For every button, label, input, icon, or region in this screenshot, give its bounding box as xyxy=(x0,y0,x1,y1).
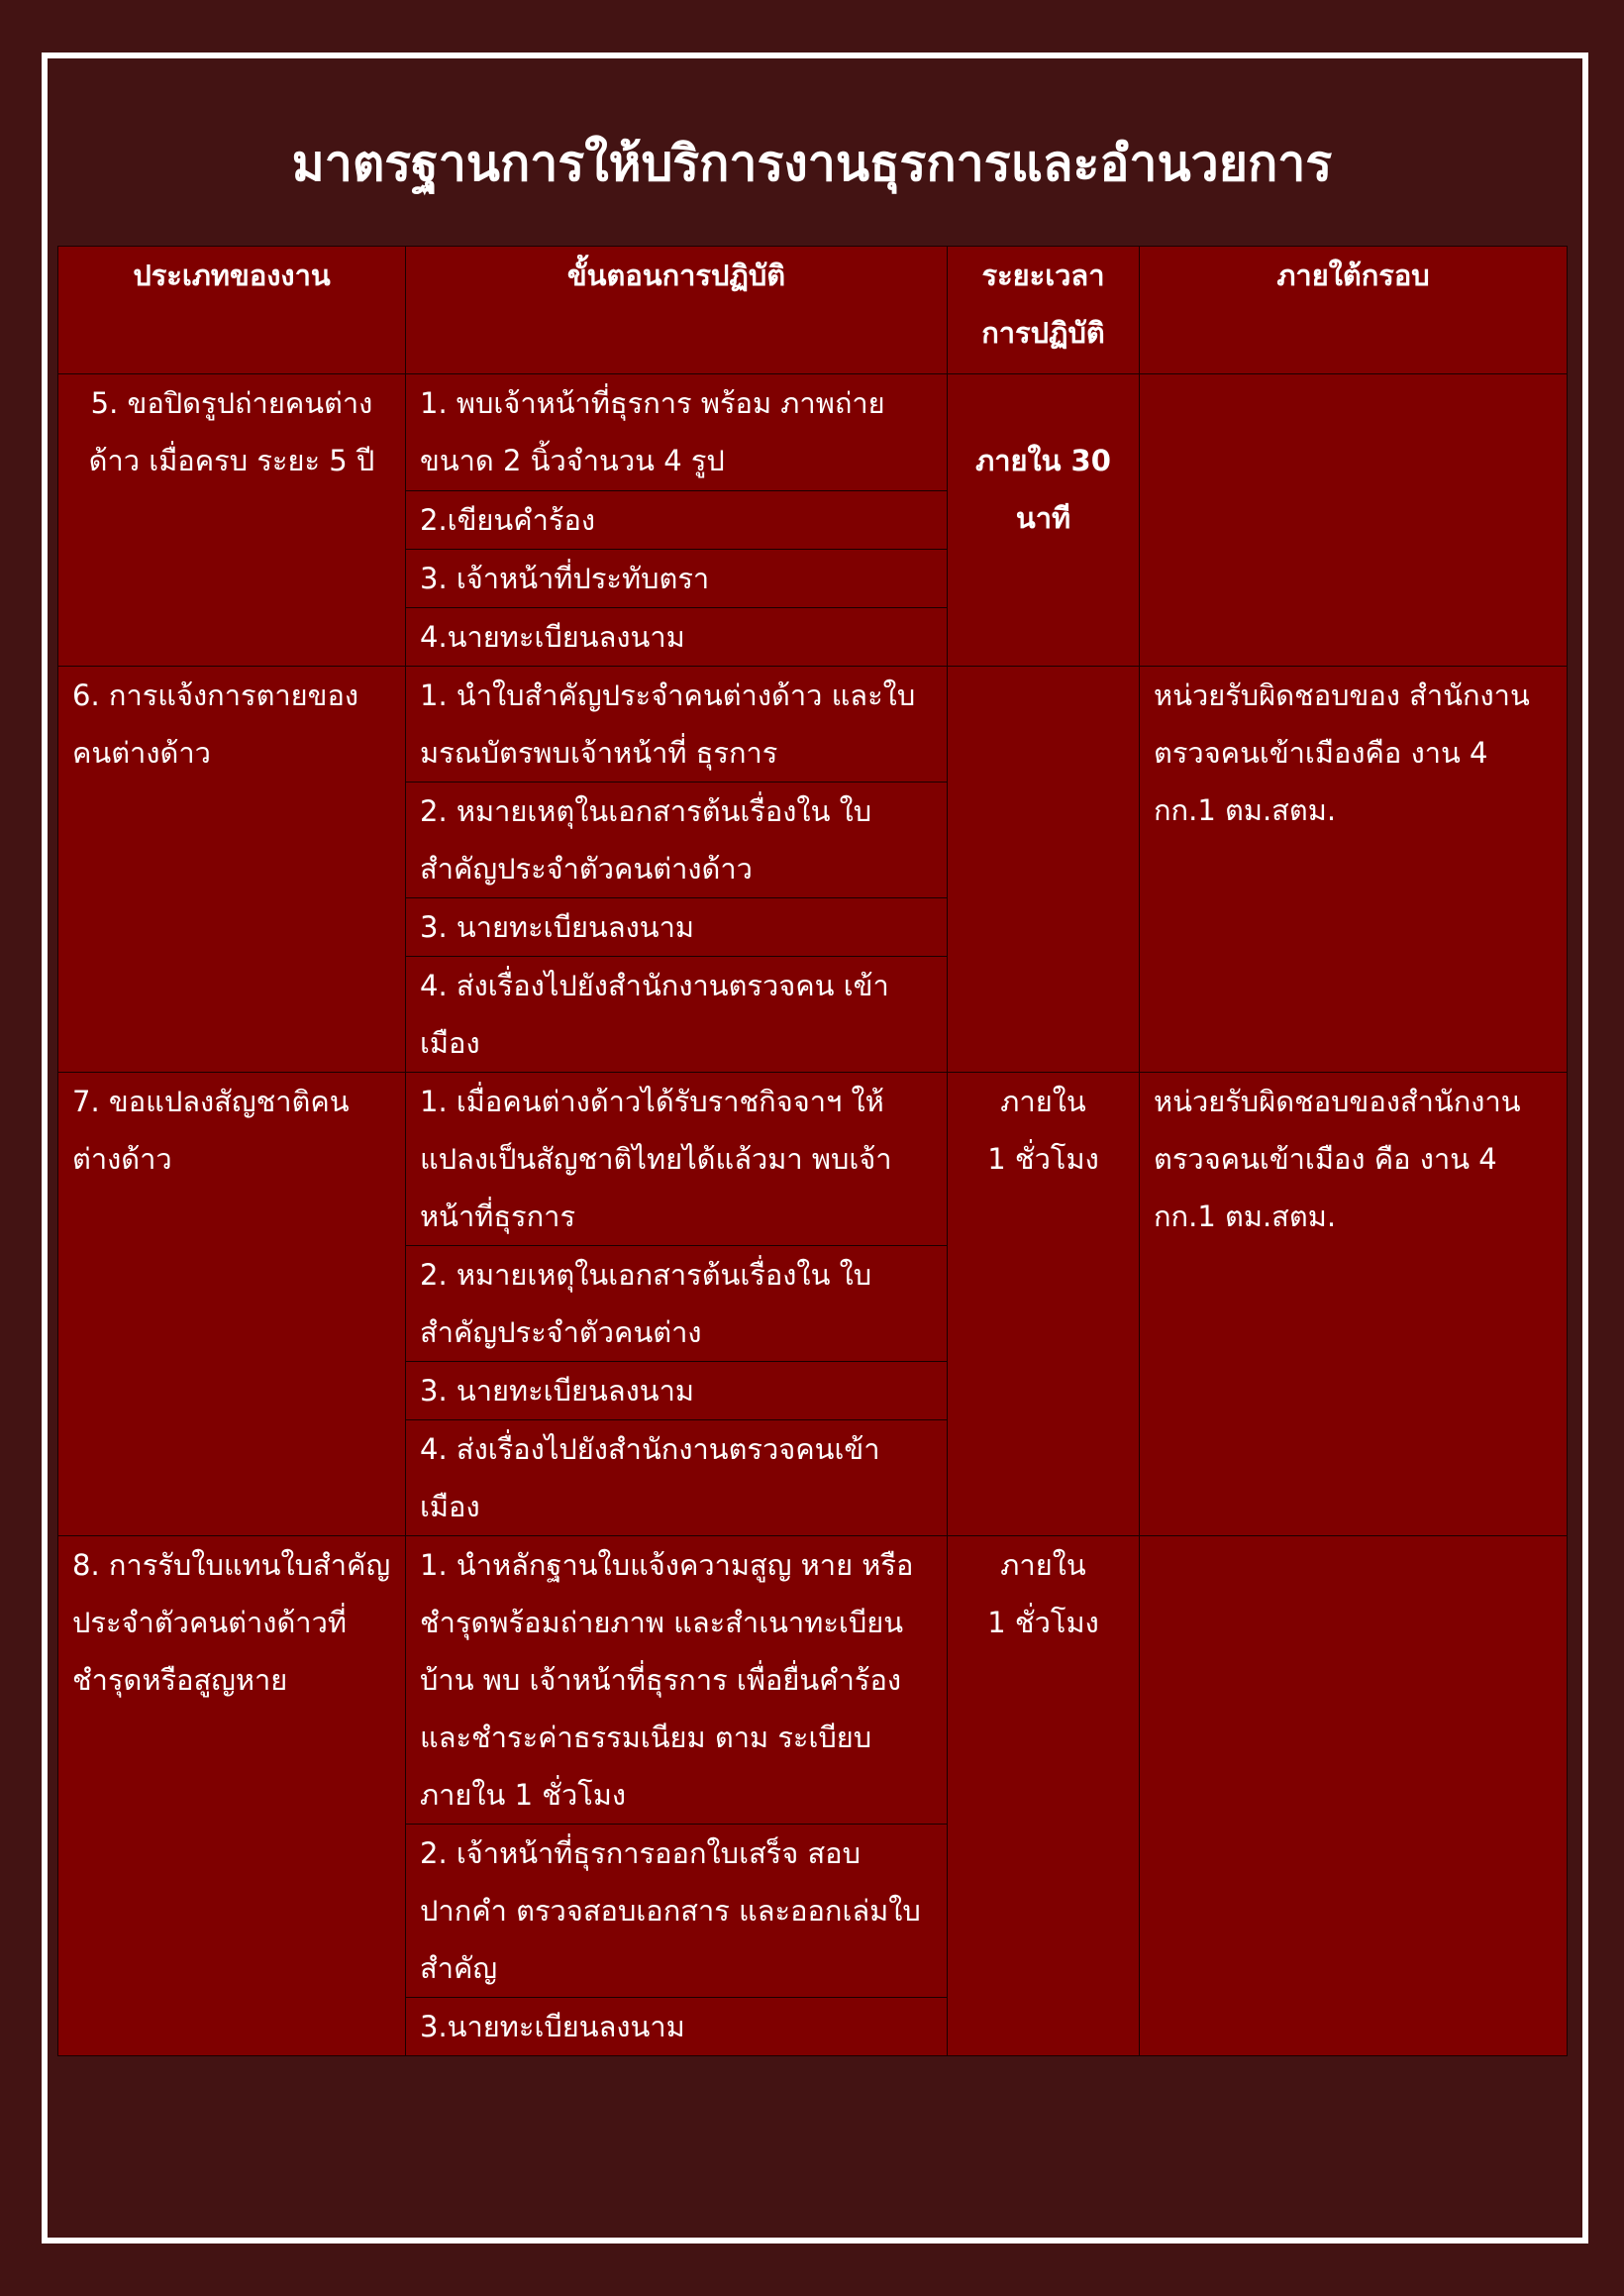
header-time-line2: การปฏิบัติ xyxy=(981,316,1105,350)
header-type: ประเภทของงาน xyxy=(58,247,406,374)
time-7-line1: ภายใน xyxy=(1000,1085,1086,1118)
step-5-4: 4.นายทะเบียนลงนาม xyxy=(406,608,948,667)
step-5-2: 2.เขียนคำร้อง xyxy=(406,491,948,550)
step-6-1: 1. นำใบสำคัญประจำคนต่างด้าว และใบมรณบัตรพบเจ้าหน้าที่ ธุรการ xyxy=(406,667,948,783)
time-7-line2: 1 ชั่วโมง xyxy=(987,1142,1099,1176)
service-standards-table xyxy=(57,246,1568,2056)
step-8-2: 2. เจ้าหน้าที่ธุรการออกใบเสร็จ สอบปากคำ ตรวจสอบเอกสาร และออกเล่มใบสำคัญ xyxy=(406,1825,948,1998)
table-row xyxy=(58,1073,1568,1246)
step-6-2: 2. หมายเหตุในเอกสารต้นเรื่องใน ใบสำคัญประจำตัวคนต่างด้าว xyxy=(406,783,948,898)
step-7-3: 3. นายทะเบียนลงนาม xyxy=(406,1362,948,1420)
step-5-3: 3. เจ้าหน้าที่ประทับตรา xyxy=(406,550,948,608)
responsibility-6: หน่วยรับผิดชอบของ สำนักงานตรวจคนเข้าเมืองคือ งาน 4 กก.1 ตม.สตม. xyxy=(1140,667,1568,1073)
time-7 xyxy=(948,1073,1140,1536)
page-title: มาตรฐานการให้บริการงานธุรการและอำนวยการ xyxy=(291,135,1333,192)
header-responsibility: ภายใต้กรอบ xyxy=(1140,247,1568,374)
work-type-7: 7. ขอแปลงสัญชาติคนต่างด้าว xyxy=(58,1073,406,1536)
time-6 xyxy=(948,667,1140,1073)
header-time-line1: ระยะเวลา xyxy=(981,259,1105,292)
table-row xyxy=(58,374,1568,491)
time-8-line1: ภายใน xyxy=(1000,1548,1086,1582)
header-steps: ขั้นตอนการปฏิบัติ xyxy=(406,247,948,374)
work-type-8: 8. การรับใบแทนใบสำคัญประจำตัวคนต่างด้าวที่ชำรุดหรือสูญหาย xyxy=(58,1536,406,2056)
step-7-4: 4. ส่งเรื่องไปยังสำนักงานตรวจคนเข้าเมือง xyxy=(406,1420,948,1536)
responsibility-8 xyxy=(1140,1536,1568,2056)
responsibility-7: หน่วยรับผิดชอบของสำนักงานตรวจคนเข้าเมือง คือ งาน 4 กก.1 ตม.สตม. xyxy=(1140,1073,1568,1536)
time-8-line2: 1 ชั่วโมง xyxy=(987,1606,1099,1639)
table-row xyxy=(58,667,1568,783)
time-5: ภายใน 30 นาที xyxy=(948,374,1140,667)
header-time xyxy=(948,247,1140,374)
step-8-1: 1. นำหลักฐานใบแจ้งความสูญ หาย หรือชำรุดพร้อมถ่ายภาพ และสำเนาทะเบียนบ้าน พบ เจ้าหน้าที่ธุรการ เพื่อยื่นคำร้อง และชำระค่าธรรมเนียม ตาม ระเบียบ ภายใน 1 ชั่วโมง xyxy=(406,1536,948,1825)
step-7-2: 2. หมายเหตุในเอกสารต้นเรื่องใน ใบสำคัญประจำตัวคนต่าง xyxy=(406,1246,948,1362)
step-7-1: 1. เมื่อคนต่างด้าวได้รับราชกิจจาฯ ให้แปลงเป็นสัญชาติไทยได้แล้วมา พบเจ้าหน้าที่ธุรการ xyxy=(406,1073,948,1246)
time-8 xyxy=(948,1536,1140,2056)
table-header-row xyxy=(58,247,1568,374)
step-6-3: 3. นายทะเบียนลงนาม xyxy=(406,898,948,957)
table-row xyxy=(58,1536,1568,1825)
work-type-6: 6. การแจ้งการตายของคนต่างด้าว xyxy=(58,667,406,1073)
step-5-1: 1. พบเจ้าหน้าที่ธุรการ พร้อม ภาพถ่ายขนาด 2 นิ้วจำนวน 4 รูป xyxy=(406,374,948,491)
step-8-3: 3.นายทะเบียนลงนาม xyxy=(406,1998,948,2056)
work-type-5: 5. ขอปิดรูปถ่ายคนต่าง ด้าว เมื่อครบ ระยะ 5 ปี xyxy=(58,374,406,667)
step-6-4: 4. ส่งเรื่องไปยังสำนักงานตรวจคน เข้าเมือง xyxy=(406,957,948,1073)
responsibility-5 xyxy=(1140,374,1568,667)
